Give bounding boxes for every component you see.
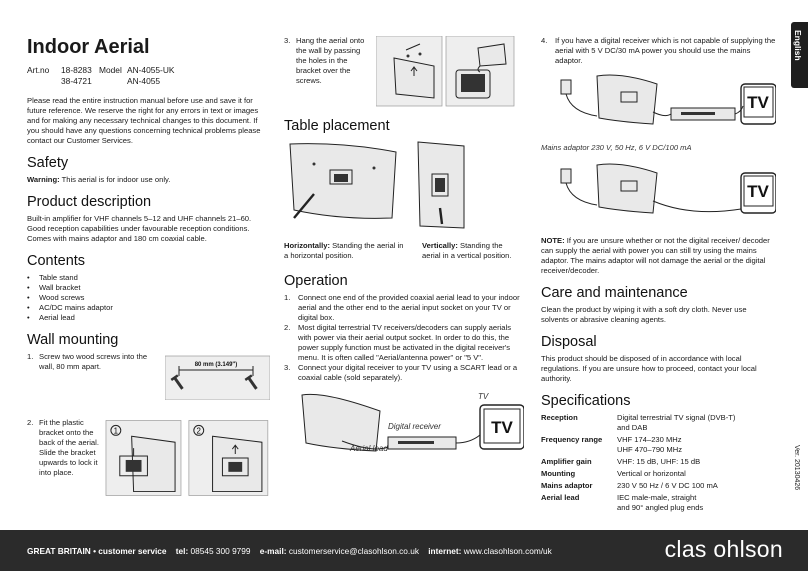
vertical-text: Standing the aerial in a vertical position. [422, 241, 512, 261]
footer-region: GREAT BRITAIN • customer service [27, 546, 167, 556]
horizontal-label: Horizontally: [284, 241, 330, 250]
table-row: Amplifier gain VHF: 15 dB, UHF: 15 dB [541, 457, 701, 467]
care-text: Clean the product by wiping it with a soft dry cloth. Never use solvents or abrasive cleaning agents. [541, 305, 747, 325]
tv-label-2: TV [747, 182, 769, 202]
tv-label-1: TV [747, 93, 769, 113]
step-text: Hang the aerial onto the wall by passing the holes in the bracket over the screws. [296, 36, 365, 86]
footer-contact [27, 546, 552, 556]
column-left [27, 36, 270, 498]
step-number: 2. [27, 417, 34, 427]
model-1: AN-4055-UK [127, 65, 175, 75]
tv-italic-label: TV [478, 392, 489, 402]
version-label: Ver. 20130426 [793, 445, 800, 491]
horizontal-caption [284, 241, 408, 261]
list-item: • Wood screws [27, 293, 270, 303]
table-row: Mounting Vertical or horizontal [541, 469, 686, 479]
note-text [541, 236, 776, 276]
footer-internet-label: internet: [428, 546, 462, 556]
contents-heading: Contents [27, 252, 86, 269]
wall-step-2 [27, 418, 270, 498]
bracket-fitting-figure [104, 418, 270, 498]
footer-email-link[interactable]: customerservice@clasohlson.co.uk [288, 546, 419, 556]
dimension-label: 80 mm (3.149") [194, 361, 238, 368]
footer-tel: 08545 300 9799 [190, 546, 251, 556]
column-middle [284, 36, 524, 466]
language-tab-label: English [793, 30, 803, 61]
model-label: Model [99, 65, 122, 75]
list-item: • Aerial lead [27, 313, 270, 323]
artno-1: 18-8283 [61, 65, 92, 75]
step-number: 1. [27, 351, 34, 361]
horizontal-text: Standing the aerial in a horizontal position. [284, 241, 404, 261]
footer-bar [0, 530, 808, 571]
artno-label: Art.no [27, 65, 50, 75]
adaptor-caption: Mains adaptor 230 V, 50 Hz, 6 V DC/100 mA [541, 143, 692, 153]
artno-2: 38-4721 [61, 76, 92, 87]
safety-text [27, 175, 270, 185]
operation-step-4 [541, 36, 776, 66]
badge-2: 2 [196, 426, 202, 436]
list-item: 2. Most digital terrestrial TV receivers/decoders can supply aerials with power via their aerial output socket. In order to do this, the power supply function must be activated in the digital receiver's menu. It is often called "Aerial/antenna power" or "5 V". [284, 323, 511, 363]
list-item: 1. Connect one end of the provided coaxial aerial lead to your indoor aerial and the other end to the aerial input socket on your TV or digital box. [284, 293, 520, 323]
digital-receiver-label: Digital receiver [388, 422, 441, 432]
footer-email-label: e-mail: [259, 546, 287, 556]
vertical-label: Vertically: [422, 241, 458, 250]
care-heading: Care and maintenance [541, 285, 688, 302]
adaptor-figure-2 [541, 161, 776, 225]
safety-heading: Safety [27, 154, 69, 171]
warning-label: Warning: [27, 174, 60, 184]
table-row: Mains adaptor 230 V 50 Hz / 6 V DC 100 mA [541, 481, 718, 491]
adaptor-figure-1 [541, 72, 776, 136]
badge-1: 1 [113, 426, 119, 436]
specifications-heading: Specifications [541, 393, 631, 410]
contents-list [27, 273, 270, 323]
wall-mounting-heading: Wall mounting [27, 331, 119, 348]
table-placement-captions [284, 241, 524, 261]
table-placement-heading: Table placement [284, 118, 390, 134]
column-right [541, 36, 776, 515]
page-title: Indoor Aerial [27, 36, 150, 58]
wall-step-1 [27, 352, 270, 400]
warning-text: This aerial is for indoor use only. [59, 174, 171, 184]
description-text: Built-in amplifier for VHF channels 5–12 and UHF channels 21–60. Good reception capabilities under favourable reception conditions. Comes with mains adaptor and 180 cm coaxial cable. [27, 213, 252, 243]
list-item: • Table stand [27, 273, 270, 283]
disposal-heading: Disposal [541, 334, 597, 351]
step-number: 4. [541, 36, 548, 45]
operation-steps [284, 293, 524, 383]
connection-figure [284, 389, 524, 461]
table-row: Reception Digital terrestrial TV signal (DVB-T) and DAB [541, 413, 736, 433]
footer-website-link[interactable]: www.clasohlson.com/uk [463, 546, 552, 556]
specifications-table [541, 413, 776, 515]
intro-text: Please read the entire instruction manual before use and save it for future reference. We reserve the right for any errors in text or images and for making any necessary technical changes to this document. If you should have any questions concerning technical problems please contact our Customer Services. [27, 95, 261, 145]
step-text: Fit the plastic bracket onto the back of the aerial. Slide the bracket upwards to lock it into place. [39, 417, 99, 477]
language-tab [791, 22, 808, 88]
footer-tel-label: tel: [175, 546, 189, 556]
note-body: If you are unsure whether or not the digital receiver/ decoder can supply the aerial with power you can still try using the mains adaptor. The mains adaptor will not damage the aerial or the digital receiver/decoder. [541, 236, 770, 276]
vertical-caption [422, 241, 518, 261]
table-row: Frequency range VHF 174–230 MHz UHF 470–790 MHz [541, 435, 682, 455]
aerial-lead-label: Aerial lead [350, 444, 388, 454]
model-2: AN-4055 [127, 76, 161, 87]
step-text: If you have a digital receiver which is not capable of supplying the aerial with 5 V DC/30 mA power you should use the mains adaptor. [555, 36, 776, 66]
tv-label: TV [491, 418, 513, 438]
table-row: Aerial lead IEC male-male, straight and 90° angled plug ends [541, 493, 704, 513]
article-numbers [27, 65, 270, 88]
list-item: 3. Connect your digital receiver to your TV using a SCART lead or a coaxial cable (sold separately). [284, 363, 518, 383]
list-item: • AC/DC mains adaptor [27, 303, 270, 313]
description-heading: Product description [27, 193, 152, 210]
hang-aerial-figure [376, 36, 516, 108]
table-placement-figure [284, 138, 524, 234]
operation-heading: Operation [284, 273, 348, 290]
note-label: NOTE: [541, 236, 565, 246]
step-number: 3. [284, 36, 291, 45]
wall-step-3 [284, 36, 524, 108]
step-text: Screw two wood screws into the wall, 80 mm apart. [39, 351, 148, 371]
brand-logo: clas ohlson [664, 536, 783, 562]
list-item: • Wall bracket [27, 283, 270, 293]
disposal-text: This product should be disposed of in accordance with local regulations. If you are unsure how to proceed, contact your local authority. [541, 354, 757, 384]
screw-distance-figure [165, 354, 270, 400]
